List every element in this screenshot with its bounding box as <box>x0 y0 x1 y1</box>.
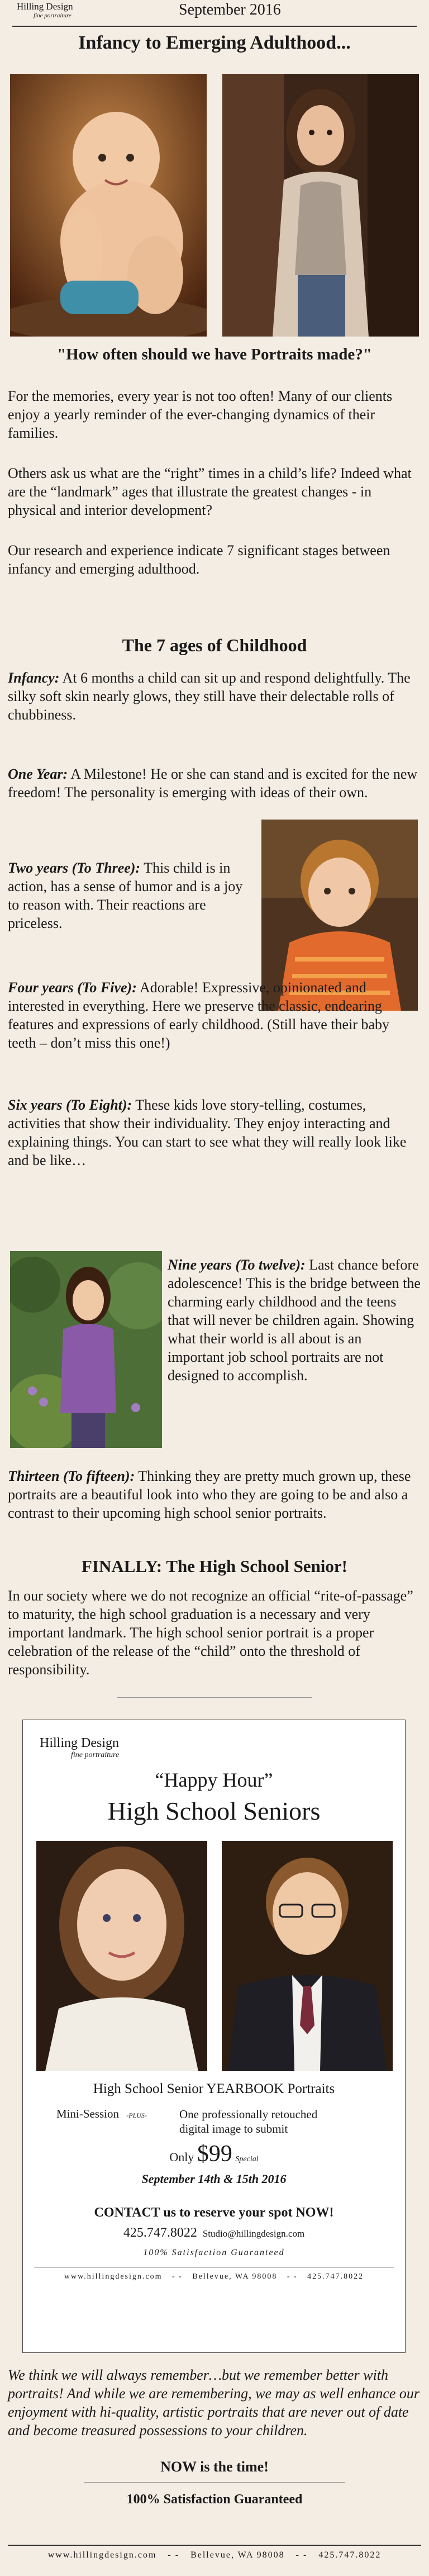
logo-sub: fine portraiture <box>34 12 72 19</box>
ad-phone-email <box>23 2225 405 2241</box>
ad-footer-sep: - - <box>171 2272 183 2281</box>
ad-price: $99 <box>197 2141 232 2167</box>
age-label: Two years (To Three): <box>8 860 141 876</box>
section-divider <box>117 1697 312 1698</box>
age-text: At 6 months a child can sit up and respond delightfully. The silky soft skin nearly glows, they still have their delectable rolls of chubbiness. <box>8 670 411 723</box>
portraits-question: "How often should we have Portraits made?" <box>57 345 372 363</box>
age-six-years <box>8 1096 421 1169</box>
footer <box>8 2550 421 2560</box>
ad-price-row <box>23 2141 405 2167</box>
ad-plus: -PLUS- <box>126 2111 147 2119</box>
age-label: Thirteen (To fifteen): <box>8 1468 135 1484</box>
issue-date: September 2016 <box>179 1 281 18</box>
age-infancy <box>8 669 421 724</box>
footer-site[interactable]: www.hillingdesign.com <box>47 2550 157 2560</box>
ad-subtitle: High School Senior YEARBOOK Portraits <box>93 2081 335 2096</box>
ad-contact: CONTACT us to reserve your spot NOW! <box>94 2205 334 2220</box>
intro-paragraph-3: Our research and experience indicate 7 significant stages between infancy and emerging adulthood. <box>8 542 390 577</box>
age-label: Four years (To Five): <box>8 979 137 996</box>
ad-logo-sub: fine portraiture <box>71 1751 120 1759</box>
ad-footer-phone: 425.747.8022 <box>307 2272 364 2281</box>
headline: Infancy to Emerging Adulthood... <box>78 32 351 53</box>
age-nine-years <box>168 1256 421 1385</box>
now-cta: NOW is the time! <box>160 2459 269 2475</box>
ad-phone: 425.747.8022 <box>123 2225 197 2240</box>
header-logo <box>17 1 106 27</box>
footer-city: Bellevue, WA 98008 <box>190 2550 285 2560</box>
ad-logo-name: Hilling Design <box>40 1736 119 1750</box>
intro-paragraph-1: For the memories, every year is not too often! Many of our clients enjoy a yearly reminder of the ever-changing dynamics of their families. <box>8 388 393 441</box>
age-text: These kids love story-telling, costumes, activities that show their individuality. They enjoy interacting and explaining things. You can start to see what they will really look like and be like… <box>8 1097 407 1168</box>
intro-paragraph-2: Others ask us what are the “right” times in a child’s life? Indeed what are the “landmark” ages that illustrate the greatest changes - in physical and interior development? <box>8 465 412 518</box>
age-text: Thinking they are pretty much grown up, these portraits are a beautiful look into who they are going to be and also a contrast to their upcoming high school senior portraits. <box>8 1468 411 1521</box>
age-label: Six years (To Eight): <box>8 1097 132 1113</box>
ad-photo-senior-girl <box>36 1841 207 2071</box>
footer-rule <box>8 2545 421 2546</box>
ages-title: The 7 ages of Childhood <box>122 635 307 655</box>
ad-footer-site: www.hillingdesign.com <box>64 2272 163 2281</box>
ad-dates: September 14th & 15th 2016 <box>141 2172 287 2186</box>
age-label: Nine years (To twelve): <box>168 1257 306 1273</box>
ad-happy-hour: “Happy Hour” <box>155 1769 273 1791</box>
age-text: This child is in action, has a sense of humor and is a joy to reason with. Their reactions are priceless. <box>8 860 243 931</box>
age-one-year <box>8 765 421 802</box>
closing-text: We think we will always remember…but we remember better with portraits! And while we are remembering, we may as well enhance our enjoyment with hi-quality, artistic portraits that are never out of date and become treasured possessions to your children. <box>8 2367 420 2438</box>
age-text: Last chance before adolescence! This is the bridge between the charming early childhood and the teens that will never be children again. Showing what their world is all about is an important job school portraits are not designed to accomplish. <box>168 1257 421 1384</box>
ad-email: Studio@hillingdesign.com <box>202 2228 305 2239</box>
ad-footer-city: Bellevue, WA 98008 <box>192 2272 278 2281</box>
footer-sep: - - <box>295 2550 308 2560</box>
finally-text: In our society where we do not recognize an official “rite-of-passage” to maturity, the high school graduation is a necessary and very important landmark. The high school senior portrait is a proper celebration of the release of the “child” onto the threshold of responsibility. <box>8 1588 413 1678</box>
ad-footer <box>23 2272 405 2281</box>
photo-teen-girl <box>222 74 419 337</box>
seniors-ad <box>22 1720 406 2353</box>
footer-sep: - - <box>168 2550 180 2560</box>
ad-logo <box>40 1736 163 1760</box>
header-rule <box>12 26 417 27</box>
closing-rule <box>84 2482 345 2483</box>
age-text: Adorable! Expressive, opinionated and interested in everything. Here we preserve the classic, endearing features and expressions of early childhood. (Still have their baby teeth – don’t miss this one!) <box>8 979 390 1051</box>
age-thirteen <box>8 1467 421 1522</box>
age-label: Infancy: <box>8 670 60 686</box>
ad-footer-sep: - - <box>287 2272 298 2281</box>
ad-only: Only <box>169 2150 194 2164</box>
photo-baby <box>10 74 207 337</box>
ad-guarantee: 100% Satisfaction Guaranteed <box>143 2248 285 2257</box>
age-four-years <box>8 978 421 1052</box>
ad-special: Special <box>235 2155 259 2163</box>
age-two-years <box>8 859 248 932</box>
ad-title: High School Seniors <box>107 1797 321 1825</box>
ad-photo-senior-boy <box>222 1841 393 2071</box>
logo-name: Hilling Design <box>17 1 73 12</box>
age-label: One Year: <box>8 766 68 782</box>
ad-mini-session: Mini-Session <box>56 2107 120 2120</box>
ad-offer: One professionally retouched digital image to submit <box>179 2108 318 2135</box>
finally-title: FINALLY: The High School Senior! <box>81 1556 348 1576</box>
photo-girl-garden <box>10 1251 162 1448</box>
satisfaction-guarantee: 100% Satisfaction Guaranteed <box>126 2492 303 2507</box>
age-text: A Milestone! He or she can stand and is excited for the new freedom! The personality is emerging with ideas of their own. <box>8 766 418 801</box>
footer-phone: 425.747.8022 <box>318 2550 382 2560</box>
